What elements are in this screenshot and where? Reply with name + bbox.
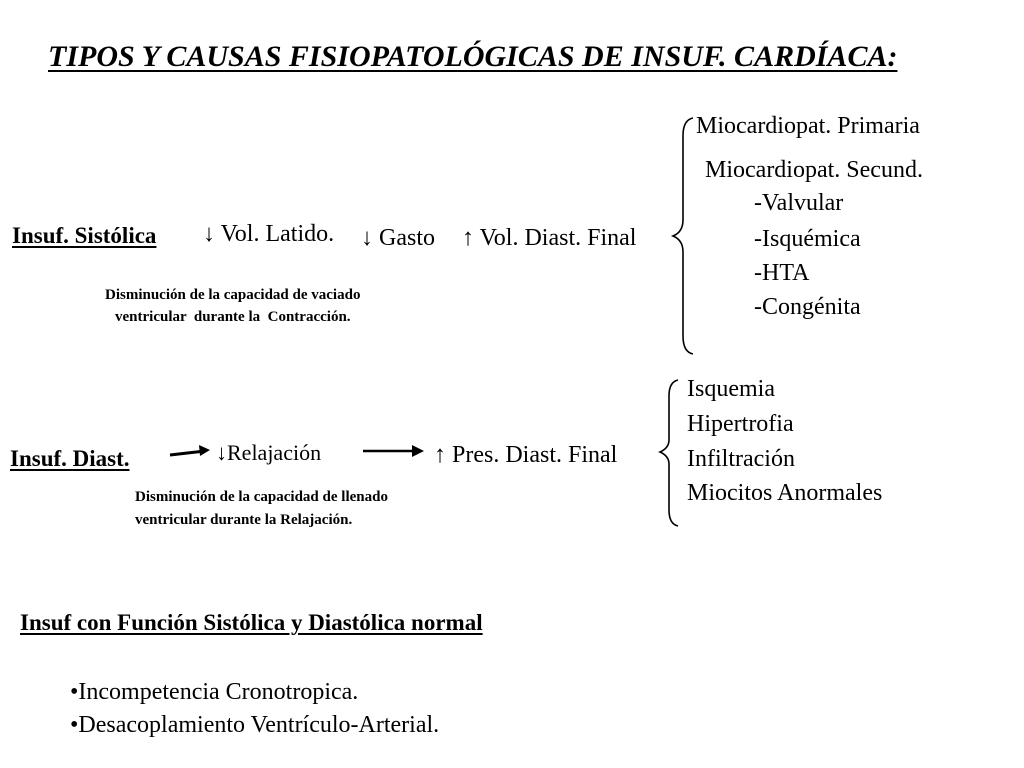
page-title: TIPOS Y CAUSAS FISIOPATOLÓGICAS DE INSUF. CARDÍACA: [48, 40, 898, 73]
cause-infiltracion: Infiltración [687, 446, 795, 472]
miocardiopat-primaria: Miocardiopat. Primaria [696, 113, 920, 139]
diastolica-note-line2: ventricular durante la Relajación. [135, 512, 353, 528]
sistolica-note-line2: ventricular durante la Contracción. [115, 309, 351, 325]
pres-diast-final-text: ↑ Pres. Diast. Final [434, 442, 618, 468]
cause-hta: -HTA [754, 260, 810, 286]
bullet-incompetencia: •Incompetencia Cronotropica. [70, 679, 359, 705]
sistolica-causes-brace [673, 118, 693, 354]
diastolica-causes-brace [660, 380, 678, 526]
cause-congenita: -Congénita [754, 294, 861, 320]
insuf-sistolica-label: Insuf. Sistólica [12, 223, 157, 248]
sistolica-note-line1: Disminución de la capacidad de vaciado [105, 287, 361, 303]
normal-function-heading: Insuf con Función Sistólica y Diastólica normal [20, 610, 483, 635]
arrow-to-relajacion-head [199, 445, 210, 456]
insuf-diast-label: Insuf. Diast. [10, 446, 130, 471]
diastolica-note-line1: Disminución de la capacidad de llenado [135, 489, 388, 505]
miocardiopat-secund: Miocardiopat. Secund. [705, 157, 923, 183]
cause-isquemia: Isquemia [687, 376, 775, 402]
cause-miocitos-anormales: Miocitos Anormales [687, 480, 883, 506]
gasto-text: ↓ Gasto [361, 225, 435, 251]
cause-hipertrofia: Hipertrofia [687, 411, 794, 437]
vol-diast-final-text: ↑ Vol. Diast. Final [462, 225, 637, 251]
relajacion-text: ↓Relajación [216, 440, 322, 465]
bullet-desacoplamiento: •Desacoplamiento Ventrículo-Arterial. [70, 712, 440, 738]
cause-isquemica: -Isquémica [754, 226, 861, 252]
cause-valvular: -Valvular [754, 190, 844, 216]
vol-latido-text: ↓ Vol. Latido. [203, 221, 335, 247]
arrow-to-pres-head [412, 445, 424, 457]
